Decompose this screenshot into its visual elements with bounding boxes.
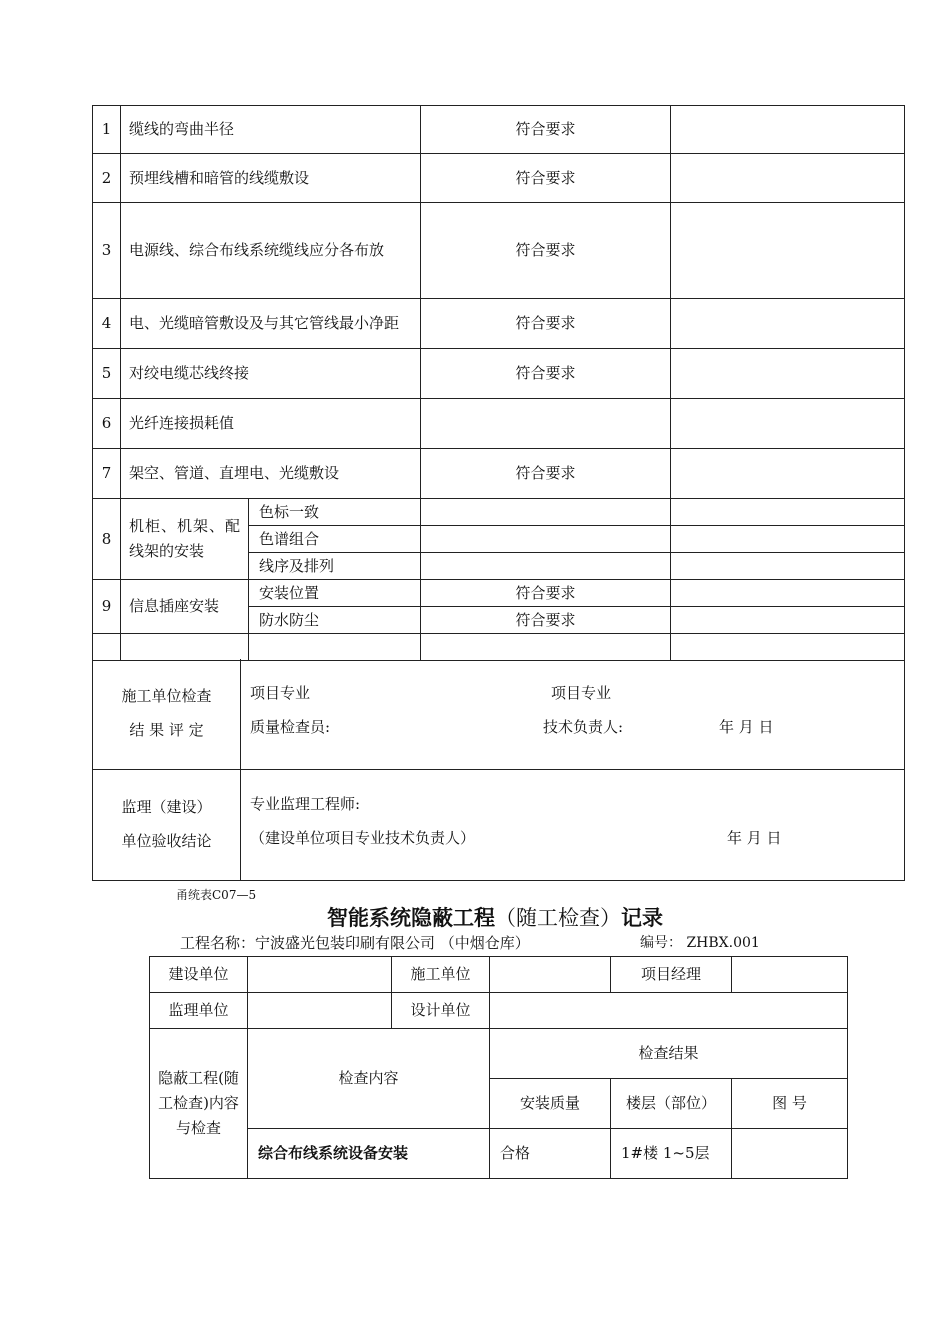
project-manager-value — [732, 957, 848, 993]
check-content-header: 检查内容 — [248, 1029, 490, 1129]
row-number: 1 — [93, 106, 121, 154]
empty-cell — [121, 634, 249, 661]
remark-cell — [671, 449, 905, 499]
construction-signoff-row — [93, 659, 905, 769]
check-result — [421, 553, 671, 580]
remark-cell — [671, 499, 905, 526]
row-number: 5 — [93, 349, 121, 399]
sub-item: 色谱组合 — [249, 526, 421, 553]
check-result: 符合要求 — [421, 299, 671, 349]
quality-inspector-label: 质量检查员: — [250, 718, 331, 736]
empty-cell — [93, 634, 121, 661]
supervision-signoff-body — [241, 769, 905, 880]
supervision-label — [93, 769, 241, 880]
table-row — [93, 299, 905, 349]
install-quality-value: 合格 — [490, 1129, 611, 1179]
check-result: 符合要求 — [421, 449, 671, 499]
title-paren: （随工检查） — [495, 906, 621, 930]
quality-inspector-title: 项目专业 — [250, 684, 311, 702]
form-title — [0, 902, 950, 932]
remark-cell — [671, 553, 905, 580]
check-result: 符合要求 — [421, 203, 671, 299]
floor-value: 1#楼 1~5层 — [611, 1129, 732, 1179]
check-item: 对绞电缆芯线终接 — [121, 349, 421, 399]
remark-cell — [671, 106, 905, 154]
owner-tech-lead-label: （建设单位项目专业技术负责人） — [250, 828, 476, 847]
floor-header: 楼层（部位） — [611, 1079, 732, 1129]
check-item: 信息插座安装 — [121, 580, 249, 634]
sub-item: 色标一致 — [249, 499, 421, 526]
check-item: 光纤连接损耗值 — [121, 399, 421, 449]
row-number: 8 — [93, 499, 121, 580]
title-tail: 记录 — [621, 906, 663, 930]
remark-cell — [671, 203, 905, 299]
remark-cell — [671, 399, 905, 449]
row-number: 2 — [93, 154, 121, 203]
install-quality-header: 安装质量 — [490, 1079, 611, 1129]
remark-cell — [671, 299, 905, 349]
design-unit-label: 设计单位 — [392, 993, 490, 1029]
construction-check-label — [93, 659, 241, 769]
table-row — [93, 106, 905, 154]
row-number: 7 — [93, 449, 121, 499]
check-result: 符合要求 — [421, 580, 671, 607]
sub-item: 防水防尘 — [249, 607, 421, 634]
check-item: 电、光缆暗管敷设及与其它管线最小净距 — [121, 299, 421, 349]
title-bold: 智能系统隐蔽工程 — [327, 906, 495, 930]
label-line: 结 果 评 定 — [129, 720, 204, 739]
check-result: 符合要求 — [421, 154, 671, 203]
table-row — [93, 203, 905, 299]
form-code: 甬统表C07—5 — [176, 888, 257, 902]
check-result — [421, 499, 671, 526]
signoff-table — [92, 659, 905, 881]
check-result: 符合要求 — [421, 106, 671, 154]
table-row — [93, 349, 905, 399]
project-manager-label: 项目经理 — [611, 957, 732, 993]
build-unit-label: 建设单位 — [150, 957, 248, 993]
construction-date: 年 月 日 — [719, 718, 774, 736]
inspection-table — [92, 105, 905, 661]
table-row — [150, 1029, 848, 1079]
remark-cell — [671, 607, 905, 634]
check-item: 缆线的弯曲半径 — [121, 106, 421, 154]
check-content-value: 综合布线系统设备安装 — [248, 1129, 490, 1179]
check-result — [421, 399, 671, 449]
supervision-date: 年 月 日 — [727, 828, 782, 847]
table-row — [93, 449, 905, 499]
drawing-no-header: 图 号 — [732, 1079, 848, 1129]
supervising-engineer-label: 专业监理工程师: — [250, 794, 361, 813]
row-number: 4 — [93, 299, 121, 349]
tech-lead-title: 项目专业 — [551, 684, 612, 702]
construction-unit-value — [490, 957, 611, 993]
form-number: 编号： ZHBX.001 — [640, 935, 760, 951]
construction-signoff-body — [241, 659, 905, 769]
check-item: 预埋线槽和暗管的线缆敷设 — [121, 154, 421, 203]
design-unit-value — [490, 993, 848, 1029]
remark-cell — [671, 580, 905, 607]
check-item: 电源线、综合布线系统缆线应分各布放 — [121, 203, 421, 299]
empty-cell — [421, 634, 671, 661]
construction-unit-label: 施工单位 — [392, 957, 490, 993]
row-number: 3 — [93, 203, 121, 299]
hidden-work-table — [149, 956, 848, 1179]
table-row — [93, 634, 905, 661]
hidden-work-label: 隐蔽工程(随工检查)内容与检查 — [150, 1029, 248, 1179]
table-row — [150, 957, 848, 993]
check-result: 符合要求 — [421, 607, 671, 634]
check-result — [421, 526, 671, 553]
row-number: 6 — [93, 399, 121, 449]
check-item: 架空、管道、直埋电、光缆敷设 — [121, 449, 421, 499]
drawing-no-value — [732, 1129, 848, 1179]
supervision-unit-label: 监理单位 — [150, 993, 248, 1029]
table-row — [93, 580, 905, 607]
remark-cell — [671, 154, 905, 203]
supervision-unit-value — [248, 993, 392, 1029]
check-item: 机柜、机架、配线架的安装 — [121, 499, 249, 580]
table-row — [150, 1129, 848, 1179]
build-unit-value — [248, 957, 392, 993]
supervision-signoff-row — [93, 769, 905, 880]
row-number: 9 — [93, 580, 121, 634]
table-row — [93, 499, 905, 526]
label-line: 监理（建设） — [121, 797, 212, 816]
sub-item: 线序及排列 — [249, 553, 421, 580]
remark-cell — [671, 349, 905, 399]
table-row — [150, 993, 848, 1029]
remark-cell — [671, 526, 905, 553]
label-line: 施工单位检查 — [121, 687, 212, 705]
check-result-header: 检查结果 — [490, 1029, 848, 1079]
empty-cell — [671, 634, 905, 661]
table-row — [93, 399, 905, 449]
tech-lead-label: 技术负责人: — [543, 718, 624, 736]
table-row — [93, 154, 905, 203]
project-name: 工程名称：宁波盛光包装印刷有限公司 （中烟仓库） — [180, 934, 530, 952]
empty-cell — [249, 634, 421, 661]
check-result: 符合要求 — [421, 349, 671, 399]
label-line: 单位验收结论 — [121, 831, 212, 850]
sub-item: 安装位置 — [249, 580, 421, 607]
